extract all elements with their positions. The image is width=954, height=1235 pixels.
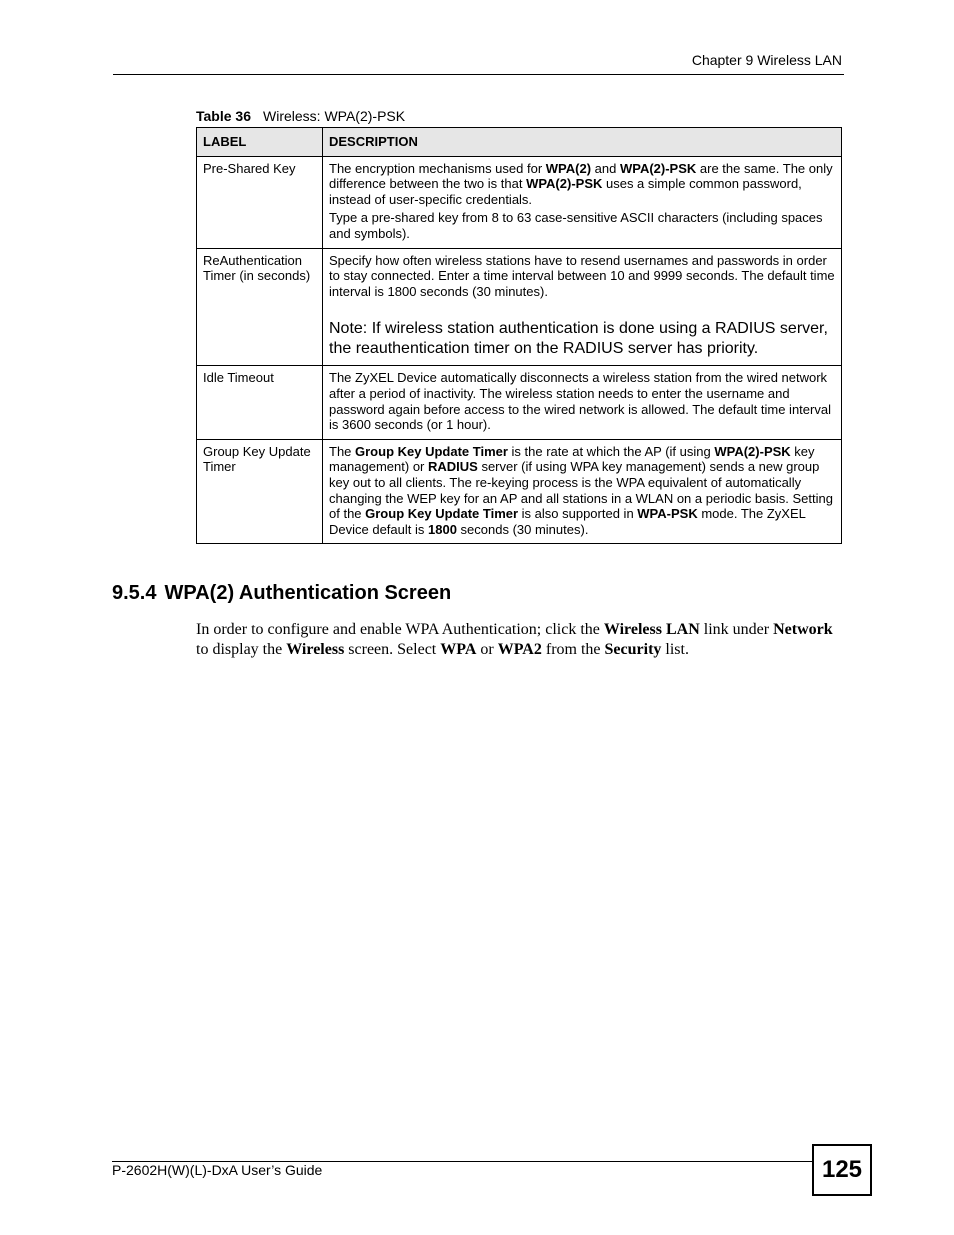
description-column-header: DESCRIPTION [323, 128, 842, 157]
row-label: Pre-Shared Key [197, 156, 323, 248]
row-label: Idle Timeout [197, 366, 323, 439]
description-paragraph: The encryption mechanisms used for WPA(2) and WPA(2)-PSK are the same. The only difference between the two is that WPA(2)-PSK uses a simple common password, instead of user-specific credentials. [329, 160, 833, 207]
table-row [197, 248, 842, 366]
section-number: 9.5.4 [112, 582, 157, 604]
note [329, 319, 835, 359]
page-number: 125 [812, 1144, 872, 1196]
description-paragraph: The ZyXEL Device automatically disconnects a wireless station from the wired network after a period of inactivity. The wireless station needs to enter the username and password again before access to the wired network is allowed. The default time interval is 3600 seconds (or 1 hour). [329, 370, 831, 433]
guide-title: P-2602H(W)(L)-DxA User’s Guide [112, 1162, 323, 1178]
row-description [323, 156, 842, 248]
table-row [197, 156, 842, 248]
table-header-row [197, 128, 842, 157]
table-title: Wireless: WPA(2)-PSK [263, 108, 406, 124]
section-title: WPA(2) Authentication Screen [164, 582, 452, 604]
table-caption [196, 108, 405, 124]
chapter-title: Chapter 9 Wireless LAN [691, 52, 842, 68]
row-label: Group Key Update Timer [197, 439, 323, 544]
description-paragraph: The Group Key Update Timer is the rate at which the AP (if using WPA(2)-PSK key management) or RADIUS server (if using WPA key management) sends a new group key out to all clients. The re-keying process is the WPA equivalent of automatically changing the WEP key for an AP and all stations in a WLAN on a periodic basis. Setting of the Group Key Update Timer is also supported in WPA-PSK mode. The ZyXEL Device default is 1800 seconds (30 minutes). [329, 443, 833, 537]
note-label: Note: [329, 320, 368, 338]
row-description [323, 366, 842, 439]
row-description [323, 439, 842, 544]
note-text: If wireless station authentication is done using a RADIUS server, the reauthentication timer on the RADIUS server has priority. [329, 320, 828, 358]
body-paragraph: In order to configure and enable WPA Authentication; click the Wireless LAN link under Network to display the Wireless screen. Select WPA or WPA2 from the Security list. [196, 621, 833, 658]
table-row [197, 439, 842, 544]
section-heading [112, 582, 451, 605]
wpa-psk-table [196, 127, 842, 544]
row-description [323, 248, 842, 366]
description-paragraph: Specify how often wireless stations have to resend usernames and passwords in order to stay connected. Enter a time interval between 10 and 9999 seconds. The default time interval is 1800 seconds (30 minutes). [329, 252, 835, 299]
table-row [197, 366, 842, 439]
row-label: ReAuthentication Timer (in seconds) [197, 248, 323, 366]
description-paragraph: Type a pre-shared key from 8 to 63 case-sensitive ASCII characters (including spaces and symbols). [329, 210, 823, 241]
label-column-header: LABEL [197, 128, 323, 157]
page-header [113, 52, 844, 75]
table-number: Table 36 [196, 108, 251, 124]
